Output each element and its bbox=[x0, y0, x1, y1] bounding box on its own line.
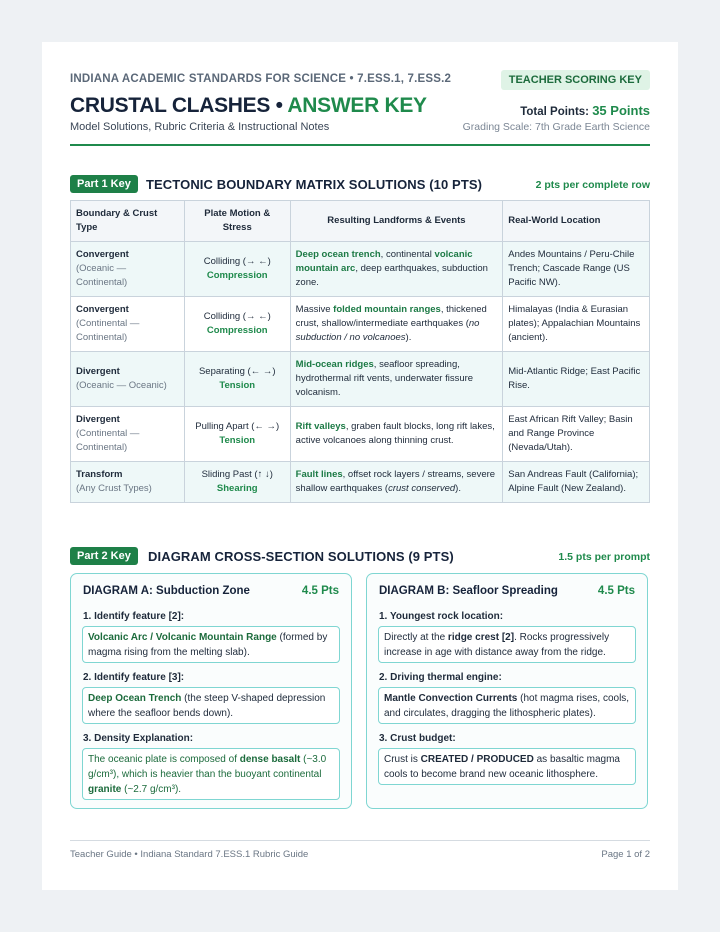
prompt-label: 2. Identify feature [3]: bbox=[83, 672, 185, 683]
answer-text: Directly at the bbox=[384, 632, 448, 643]
landform-text: , continental bbox=[380, 249, 435, 260]
page-title bbox=[70, 94, 427, 118]
boundary-cell bbox=[71, 407, 185, 462]
title-accent: ANSWER KEY bbox=[287, 94, 427, 117]
part2-badge: Part 2 Key bbox=[70, 547, 138, 565]
page-subtitle: Model Solutions, Rubric Criteria & Instructional Notes bbox=[70, 121, 330, 133]
landforms-cell bbox=[290, 242, 503, 297]
landforms-cell bbox=[290, 462, 503, 503]
answer-box bbox=[82, 687, 340, 724]
diagram-b-card bbox=[366, 573, 648, 809]
diagram-a-title: DIAGRAM A: Subduction Zone bbox=[83, 585, 250, 597]
location-cell: Himalayas (India & Eurasian plates); Appalachian Mountains (ancient). bbox=[503, 297, 650, 352]
plate-motion: Pulling Apart (← →) bbox=[195, 421, 280, 432]
answer-box bbox=[82, 626, 340, 663]
motion-cell bbox=[184, 407, 290, 462]
answer-box bbox=[378, 687, 636, 724]
boundary-cell bbox=[71, 242, 185, 297]
grading-scale: Grading Scale: 7th Grade Earth Science bbox=[462, 121, 650, 133]
title-row bbox=[70, 94, 650, 122]
title-main: CRUSTAL CLASHES • bbox=[70, 94, 283, 117]
column-header: Plate Motion & Stress bbox=[184, 201, 290, 242]
boundary-matrix-table bbox=[70, 200, 650, 503]
crust-type: (Oceanic — Oceanic) bbox=[76, 380, 167, 391]
table-header-row bbox=[71, 201, 650, 242]
landforms-cell bbox=[290, 407, 503, 462]
landform-key: Mid-ocean ridges bbox=[295, 359, 374, 370]
location-cell: East African Rift Valley; Basin and Range Province (Nevada/Utah). bbox=[503, 407, 650, 462]
boundary-cell bbox=[71, 352, 185, 407]
landform-key: Rift valleys bbox=[295, 421, 346, 432]
prompt-label: 1. Youngest rock location: bbox=[379, 611, 504, 622]
answer-text: (~3.0 g/cm³), which is heavier than the buoyant continental bbox=[88, 754, 327, 780]
answer-key-term: ridge crest [2] bbox=[447, 632, 515, 643]
header-divider bbox=[70, 144, 650, 146]
landform-text: Massive bbox=[295, 304, 334, 315]
plate-motion: Colliding (→ ←) bbox=[203, 311, 271, 322]
landform-text: , seafloor spreading, hydrothermal rift vents, underwater fissure volcanism. bbox=[295, 359, 474, 398]
column-header: Boundary & Crust Type bbox=[71, 201, 185, 242]
diagram-b-points: 4.5 Pts bbox=[597, 585, 635, 597]
landform-note: no subduction / no volcanoes bbox=[295, 318, 480, 343]
stress-type: Tension bbox=[219, 380, 256, 391]
table-row bbox=[71, 407, 650, 462]
answer-box bbox=[378, 626, 636, 663]
answer-text: (the steep V-shaped depression where the seafloor bends down). bbox=[88, 693, 326, 719]
landform-note: crust conserved bbox=[388, 483, 456, 494]
boundary-type: Convergent bbox=[76, 249, 129, 260]
landform-text: , deep earthquakes, subduction zone. bbox=[295, 263, 488, 288]
part2-header bbox=[70, 547, 650, 567]
landforms-cell bbox=[290, 297, 503, 352]
answer-key-term: Deep Ocean Trench bbox=[88, 693, 182, 704]
part2-points-note: 1.5 pts per prompt bbox=[558, 551, 650, 563]
boundary-type: Convergent bbox=[76, 304, 129, 315]
part1-points-note: 2 pts per complete row bbox=[535, 179, 650, 191]
motion-cell bbox=[184, 297, 290, 352]
plate-motion: Separating (← →) bbox=[198, 366, 276, 377]
footer-divider bbox=[70, 840, 650, 841]
total-points bbox=[520, 103, 650, 118]
part1-title: TECTONIC BOUNDARY MATRIX SOLUTIONS (10 PTS) bbox=[146, 177, 483, 192]
boundary-cell bbox=[71, 297, 185, 352]
location-cell: Mid-Atlantic Ridge; East Pacific Rise. bbox=[503, 352, 650, 407]
table-row bbox=[71, 242, 650, 297]
landform-text: , graben fault blocks, long rift lakes, active volcanoes along thinning crust. bbox=[295, 421, 495, 446]
stress-type: Compression bbox=[206, 270, 268, 281]
subtitle-row bbox=[70, 120, 650, 136]
answer-text: (hot magma rises, cools, and circulates, dragging the lithospheric plates). bbox=[384, 693, 630, 719]
part2-title: DIAGRAM CROSS-SECTION SOLUTIONS (9 PTS) bbox=[148, 549, 454, 564]
answer-key-term: CREATED / PRODUCED bbox=[420, 754, 534, 765]
motion-cell bbox=[184, 242, 290, 297]
answer-key-term: granite bbox=[88, 784, 122, 795]
motion-cell bbox=[184, 352, 290, 407]
plate-motion: Sliding Past (↑ ↓) bbox=[201, 469, 273, 480]
stress-type: Compression bbox=[206, 325, 268, 336]
answer-text: (formed by magma rising from the melting slab). bbox=[88, 632, 328, 658]
crust-type: (Continental — Continental) bbox=[76, 318, 140, 343]
boundary-type: Divergent bbox=[76, 414, 120, 425]
standards-line: INDIANA ACADEMIC STANDARDS FOR SCIENCE • 7.ESS.1, 7.ESS.2 bbox=[70, 73, 452, 85]
diagram-b-title: DIAGRAM B: Seafloor Spreading bbox=[379, 585, 558, 597]
plate-motion: Colliding (→ ←) bbox=[203, 256, 271, 267]
location-cell: Andes Mountains / Peru-Chile Trench; Cascade Range (US Pacific NW). bbox=[503, 242, 650, 297]
total-points-value: 35 Points bbox=[592, 103, 650, 118]
stress-type: Tension bbox=[219, 435, 256, 446]
prompt-label: 3. Crust budget: bbox=[379, 733, 456, 744]
boundary-type: Divergent bbox=[76, 366, 120, 377]
stress-type: Shearing bbox=[216, 483, 258, 494]
landform-key: folded mountain ranges bbox=[333, 304, 441, 315]
crust-type: (Oceanic — Continental) bbox=[76, 263, 128, 288]
landform-key: Fault lines bbox=[295, 469, 343, 480]
footer-guide-label: Teacher Guide • Indiana Standard 7.ESS.1 Rubric Guide bbox=[70, 849, 309, 860]
diagram-a-card bbox=[70, 573, 352, 809]
answer-key-term: Volcanic Arc / Volcanic Mountain Range bbox=[88, 632, 277, 643]
landform-key: Deep ocean trench bbox=[295, 249, 381, 260]
motion-cell bbox=[184, 462, 290, 503]
table-row bbox=[71, 352, 650, 407]
answer-text: (~2.7 g/cm³). bbox=[121, 784, 182, 795]
answer-key-page bbox=[42, 42, 678, 890]
diagram-a-points: 4.5 Pts bbox=[301, 585, 339, 597]
prompt-label: 2. Driving thermal engine: bbox=[379, 672, 502, 683]
table-row bbox=[71, 462, 650, 503]
answer-text: . Rocks progressively increase in age with distance away from the ridge. bbox=[384, 632, 610, 658]
answer-text: Crust is bbox=[384, 754, 421, 765]
boundary-type: Transform bbox=[76, 469, 123, 480]
landform-text: , thickened crust, shallow/intermediate earthquakes ( bbox=[295, 304, 487, 329]
prompt-label: 1. Identify feature [2]: bbox=[83, 611, 185, 622]
landform-text: ). bbox=[455, 483, 461, 494]
part1-header bbox=[70, 175, 650, 195]
answer-key-term: Mantle Convection Currents bbox=[384, 693, 518, 704]
landform-text: ). bbox=[405, 332, 412, 343]
header-top-row bbox=[70, 70, 650, 90]
landform-key: volcanic mountain arc bbox=[295, 249, 473, 274]
column-header: Real-World Location bbox=[503, 201, 650, 242]
crust-type: (Continental — Continental) bbox=[76, 428, 140, 453]
part1-badge: Part 1 Key bbox=[70, 175, 138, 193]
answer-text: The oceanic plate is composed of bbox=[88, 754, 240, 765]
boundary-cell bbox=[71, 462, 185, 503]
landforms-cell bbox=[290, 352, 503, 407]
column-header: Resulting Landforms & Events bbox=[290, 201, 503, 242]
crust-type: (Any Crust Types) bbox=[76, 483, 152, 494]
table-row bbox=[71, 297, 650, 352]
location-cell: San Andreas Fault (California); Alpine Fault (New Zealand). bbox=[503, 462, 650, 503]
landform-text: , offset rock layers / streams, severe shallow earthquakes ( bbox=[295, 469, 496, 494]
answer-box bbox=[378, 748, 636, 785]
answer-key-term: dense basalt bbox=[239, 754, 301, 765]
prompt-label: 3. Density Explanation: bbox=[83, 733, 194, 744]
teacher-scoring-badge: TEACHER SCORING KEY bbox=[501, 70, 650, 90]
answer-text: as basaltic magma cools to become brand new oceanic lithosphere. bbox=[384, 754, 620, 780]
page-number: Page 1 of 2 bbox=[601, 849, 650, 860]
answer-box bbox=[82, 748, 340, 800]
total-points-label: Total Points: bbox=[520, 106, 589, 118]
